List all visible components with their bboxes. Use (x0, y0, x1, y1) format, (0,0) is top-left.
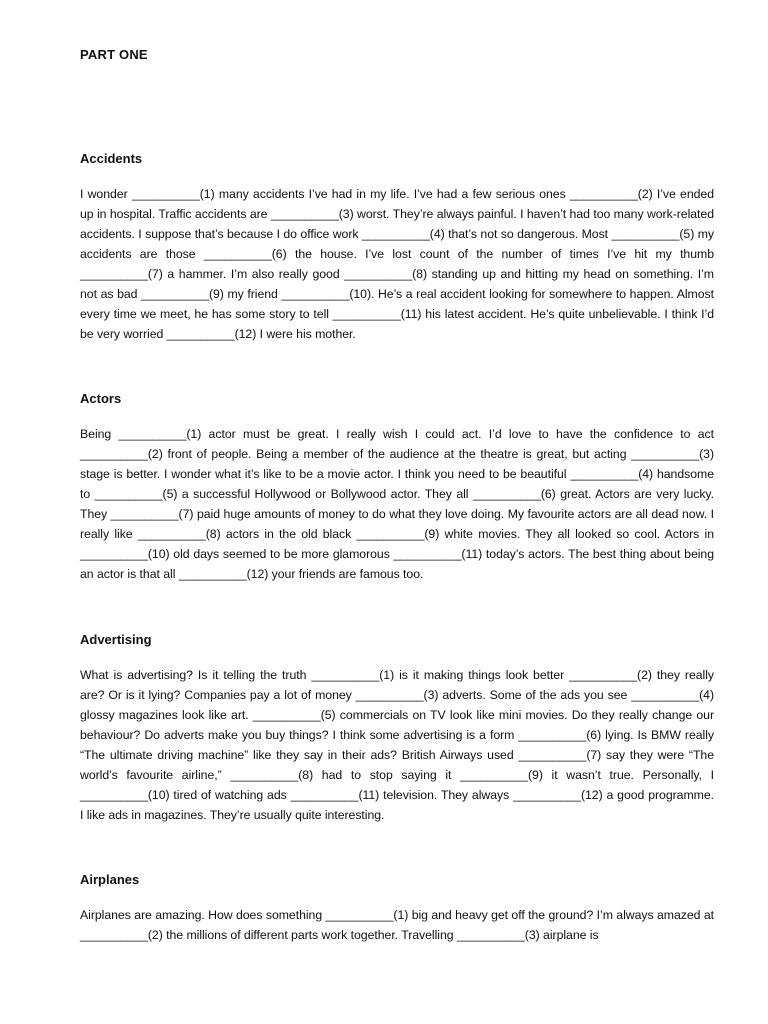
part-title: PART ONE (80, 47, 148, 62)
section-accidents (80, 151, 714, 344)
section-heading: Airplanes (80, 872, 140, 887)
section-paragraph: Being __________(1) actor must be great. I really wish I could act. I’d love to have the confidence to act __________(2) front of people. Being a member of the audience at the theatre is great, but acting __________(3) stage is better. I wonder what it’s like to be a movie actor. I think you need to be beautiful __________(4) handsome to __________(5) a successful Hollywood or Bollywood actor. They all __________(6) great. Actors are very lucky. They __________(7) paid huge amounts of money to do what they love doing. My favourite actors are all dead now. I really like __________(8) actors in the old black __________(9) white movies. They all looked so cool. Actors in __________(10) old days seemed to be more glamorous __________(11) today’s actors. The best thing about being an actor is that all __________(12) your friends are famous too. (80, 427, 714, 581)
section-advertising (80, 632, 714, 825)
section-heading: Advertising (80, 632, 152, 647)
section-paragraph: What is advertising? Is it telling the truth __________(1) is it making things look better __________(2) they really are? Or is it lying? Companies pay a lot of money __________(3) adverts. Some of the ads you see __________(4) glossy magazines look like art. __________(5) commercials on TV look like mini movies. Do they really change our behaviour? Do adverts make you buy things? I think some advertising is a form __________(6) lying. Is BMW really “The ultimate driving machine” like they say in their ads? British Airways used __________(7) say they were “The world’s favourite airline,” __________(8) had to stop saying it __________(9) it wasn’t true. Personally, I __________(10) tired of watching ads __________(11) television. They always __________(12) a good programme. I like ads in magazines. They’re usually quite interesting. (80, 668, 714, 822)
section-paragraph: Airplanes are amazing. How does something __________(1) big and heavy get off the ground? I’m always amazed at __________(2) the millions of different parts work together. Travelling __________(3) airplane is (80, 908, 714, 942)
section-airplanes (80, 872, 714, 945)
section-heading: Accidents (80, 151, 143, 166)
section-paragraph: I wonder __________(1) many accidents I’ve had in my life. I’ve had a few serious ones __________(2) I’ve ended up in hospital. Traffic accidents are __________(3) worst. They’re always painful. I haven’t had too many work-related accidents. I suppose that’s because I do office work __________(4) that’s not so dangerous. Most __________(5) my accidents are those __________(6) the house. I’ve lost count of the number of times I’ve hit my thumb __________(7) a hammer. I’m also really good __________(8) standing up and hitting my head on something. I’m not as bad __________(9) my friend __________(10). He’s a real accident looking for somewhere to happen. Almost every time we meet, he has some story to tell __________(11) his latest accident. He’s quite unbelievable. I think I’d be very worried __________(12) I were his mother. (80, 187, 714, 341)
section-actors (80, 391, 714, 584)
section-heading: Actors (80, 391, 122, 406)
